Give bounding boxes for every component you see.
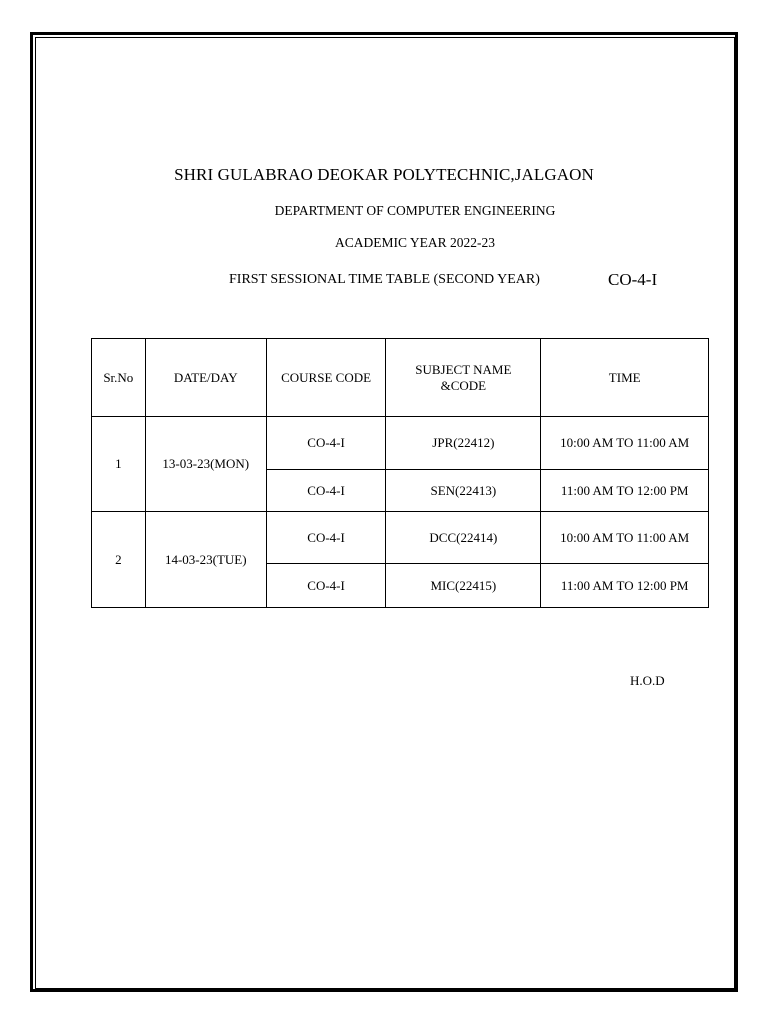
- department-name: DEPARTMENT OF COMPUTER ENGINEERING: [274, 203, 556, 218]
- time-cell: 11:00 AM TO 12:00 PM: [541, 470, 709, 512]
- institute-title: SHRI GULABRAO DEOKAR POLYTECHNIC,JALGAON: [174, 165, 594, 184]
- course-code-cell: CO-4-I: [266, 470, 385, 512]
- subject-cell: DCC(22414): [386, 512, 541, 564]
- header-subject-name-text: SUBJECT NAME &CODE: [415, 361, 512, 393]
- header-course-code: COURSE CODE: [266, 339, 385, 417]
- time-cell: 10:00 AM TO 11:00 AM: [541, 417, 709, 470]
- time-cell: 10:00 AM TO 11:00 AM: [541, 512, 709, 564]
- hod-signatory: H.O.D: [630, 673, 665, 688]
- subject-cell: SEN(22413): [386, 470, 541, 512]
- course-code-cell: CO-4-I: [266, 564, 385, 608]
- table-row: [92, 417, 709, 470]
- header-time: TIME: [541, 339, 709, 417]
- time-cell: 11:00 AM TO 12:00 PM: [541, 564, 709, 608]
- course-code-cell: CO-4-I: [266, 417, 385, 470]
- sr-no-cell: 1: [92, 417, 146, 512]
- class-code: CO-4-I: [608, 270, 658, 289]
- academic-year: ACADEMIC YEAR 2022-23: [335, 235, 495, 250]
- date-day-cell: 13-03-23(MON): [145, 417, 266, 512]
- date-day-cell: 14-03-23(TUE): [145, 512, 266, 608]
- header-subject-name: [386, 339, 541, 417]
- subject-cell: JPR(22412): [386, 417, 541, 470]
- header-sr-no: Sr.No: [92, 339, 146, 417]
- course-code-cell: CO-4-I: [266, 512, 385, 564]
- subject-cell: MIC(22415): [386, 564, 541, 608]
- sr-no-cell: 2: [92, 512, 146, 608]
- header-date-day: DATE/DAY: [145, 339, 266, 417]
- table-row: [92, 512, 709, 564]
- session-title: FIRST SESSIONAL TIME TABLE (SECOND YEAR): [229, 272, 540, 287]
- timetable: [91, 338, 709, 608]
- table-header-row: [92, 339, 709, 417]
